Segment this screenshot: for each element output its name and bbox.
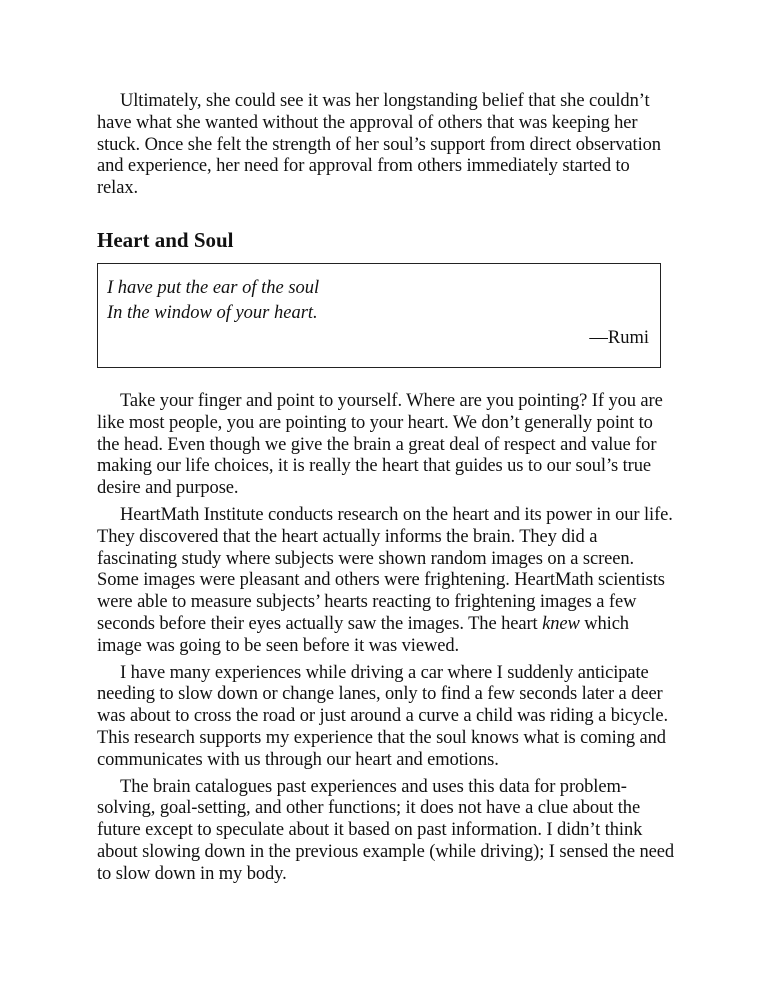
- paragraph-heartmath-emphasis: knew: [542, 613, 580, 634]
- paragraph-driving: I have many experiences while driving a car where I suddenly anticipate needing to slow down or change lanes, only to find a few seconds later a deer was about to cross the road or just around a curve a child was riding a bicycle. This research supports my experience that the soul knows what is coming and communicates with us through our heart and emotions.: [97, 662, 668, 770]
- paragraph-heartmath: [97, 505, 675, 658]
- epigraph-attribution: —Rumi: [589, 327, 649, 348]
- epigraph-box: [97, 263, 661, 368]
- paragraph-pointing: Take your finger and point to yourself. Where are you pointing? If you are like most people, you are pointing to your heart. We don’t generally point to the head. Even though we give the brain a great deal of respect and value for making our life choices, it is really the heart that guides us to our soul’s true desire and purpose.: [97, 390, 663, 499]
- paragraph-heartmath-text-a: HeartMath Institute conducts research on the heart and its power in our life. They discovered that the heart actually informs the brain. They did a fascinating study where subjects were shown random images on a screen. Some images were pleasant and others were frightening. HeartMath scientists were able to measure subjects’ hearts reacting to frightening images a few seconds before their eyes actually saw the images. The heart: [97, 504, 673, 634]
- epigraph-line-1: I have put the ear of the soul: [107, 277, 320, 298]
- intro-paragraph: Ultimately, she could see it was her longstanding belief that she couldn’t have what she wanted without the approval of others that was keeping her stuck. Once she felt the strength of her soul’s support from direct observation and experience, her need for approval from others immediately started to relax.: [97, 91, 661, 199]
- paragraph-brain: The brain catalogues past experiences and uses this data for problem-solving, goal-setting, and other functions; it does not have a clue about the future except to speculate about it based on past information. I didn’t think about slowing down in the previous example (while driving); I sensed the need to slow down in my body.: [97, 776, 674, 884]
- epigraph-line-2: In the window of your heart.: [107, 302, 318, 323]
- paragraph-heartmath-text-b: which image was going to be seen before it was viewed.: [97, 613, 629, 656]
- section-body: [97, 391, 675, 886]
- book-page: [97, 91, 675, 886]
- section-heading: Heart and Soul: [97, 227, 234, 252]
